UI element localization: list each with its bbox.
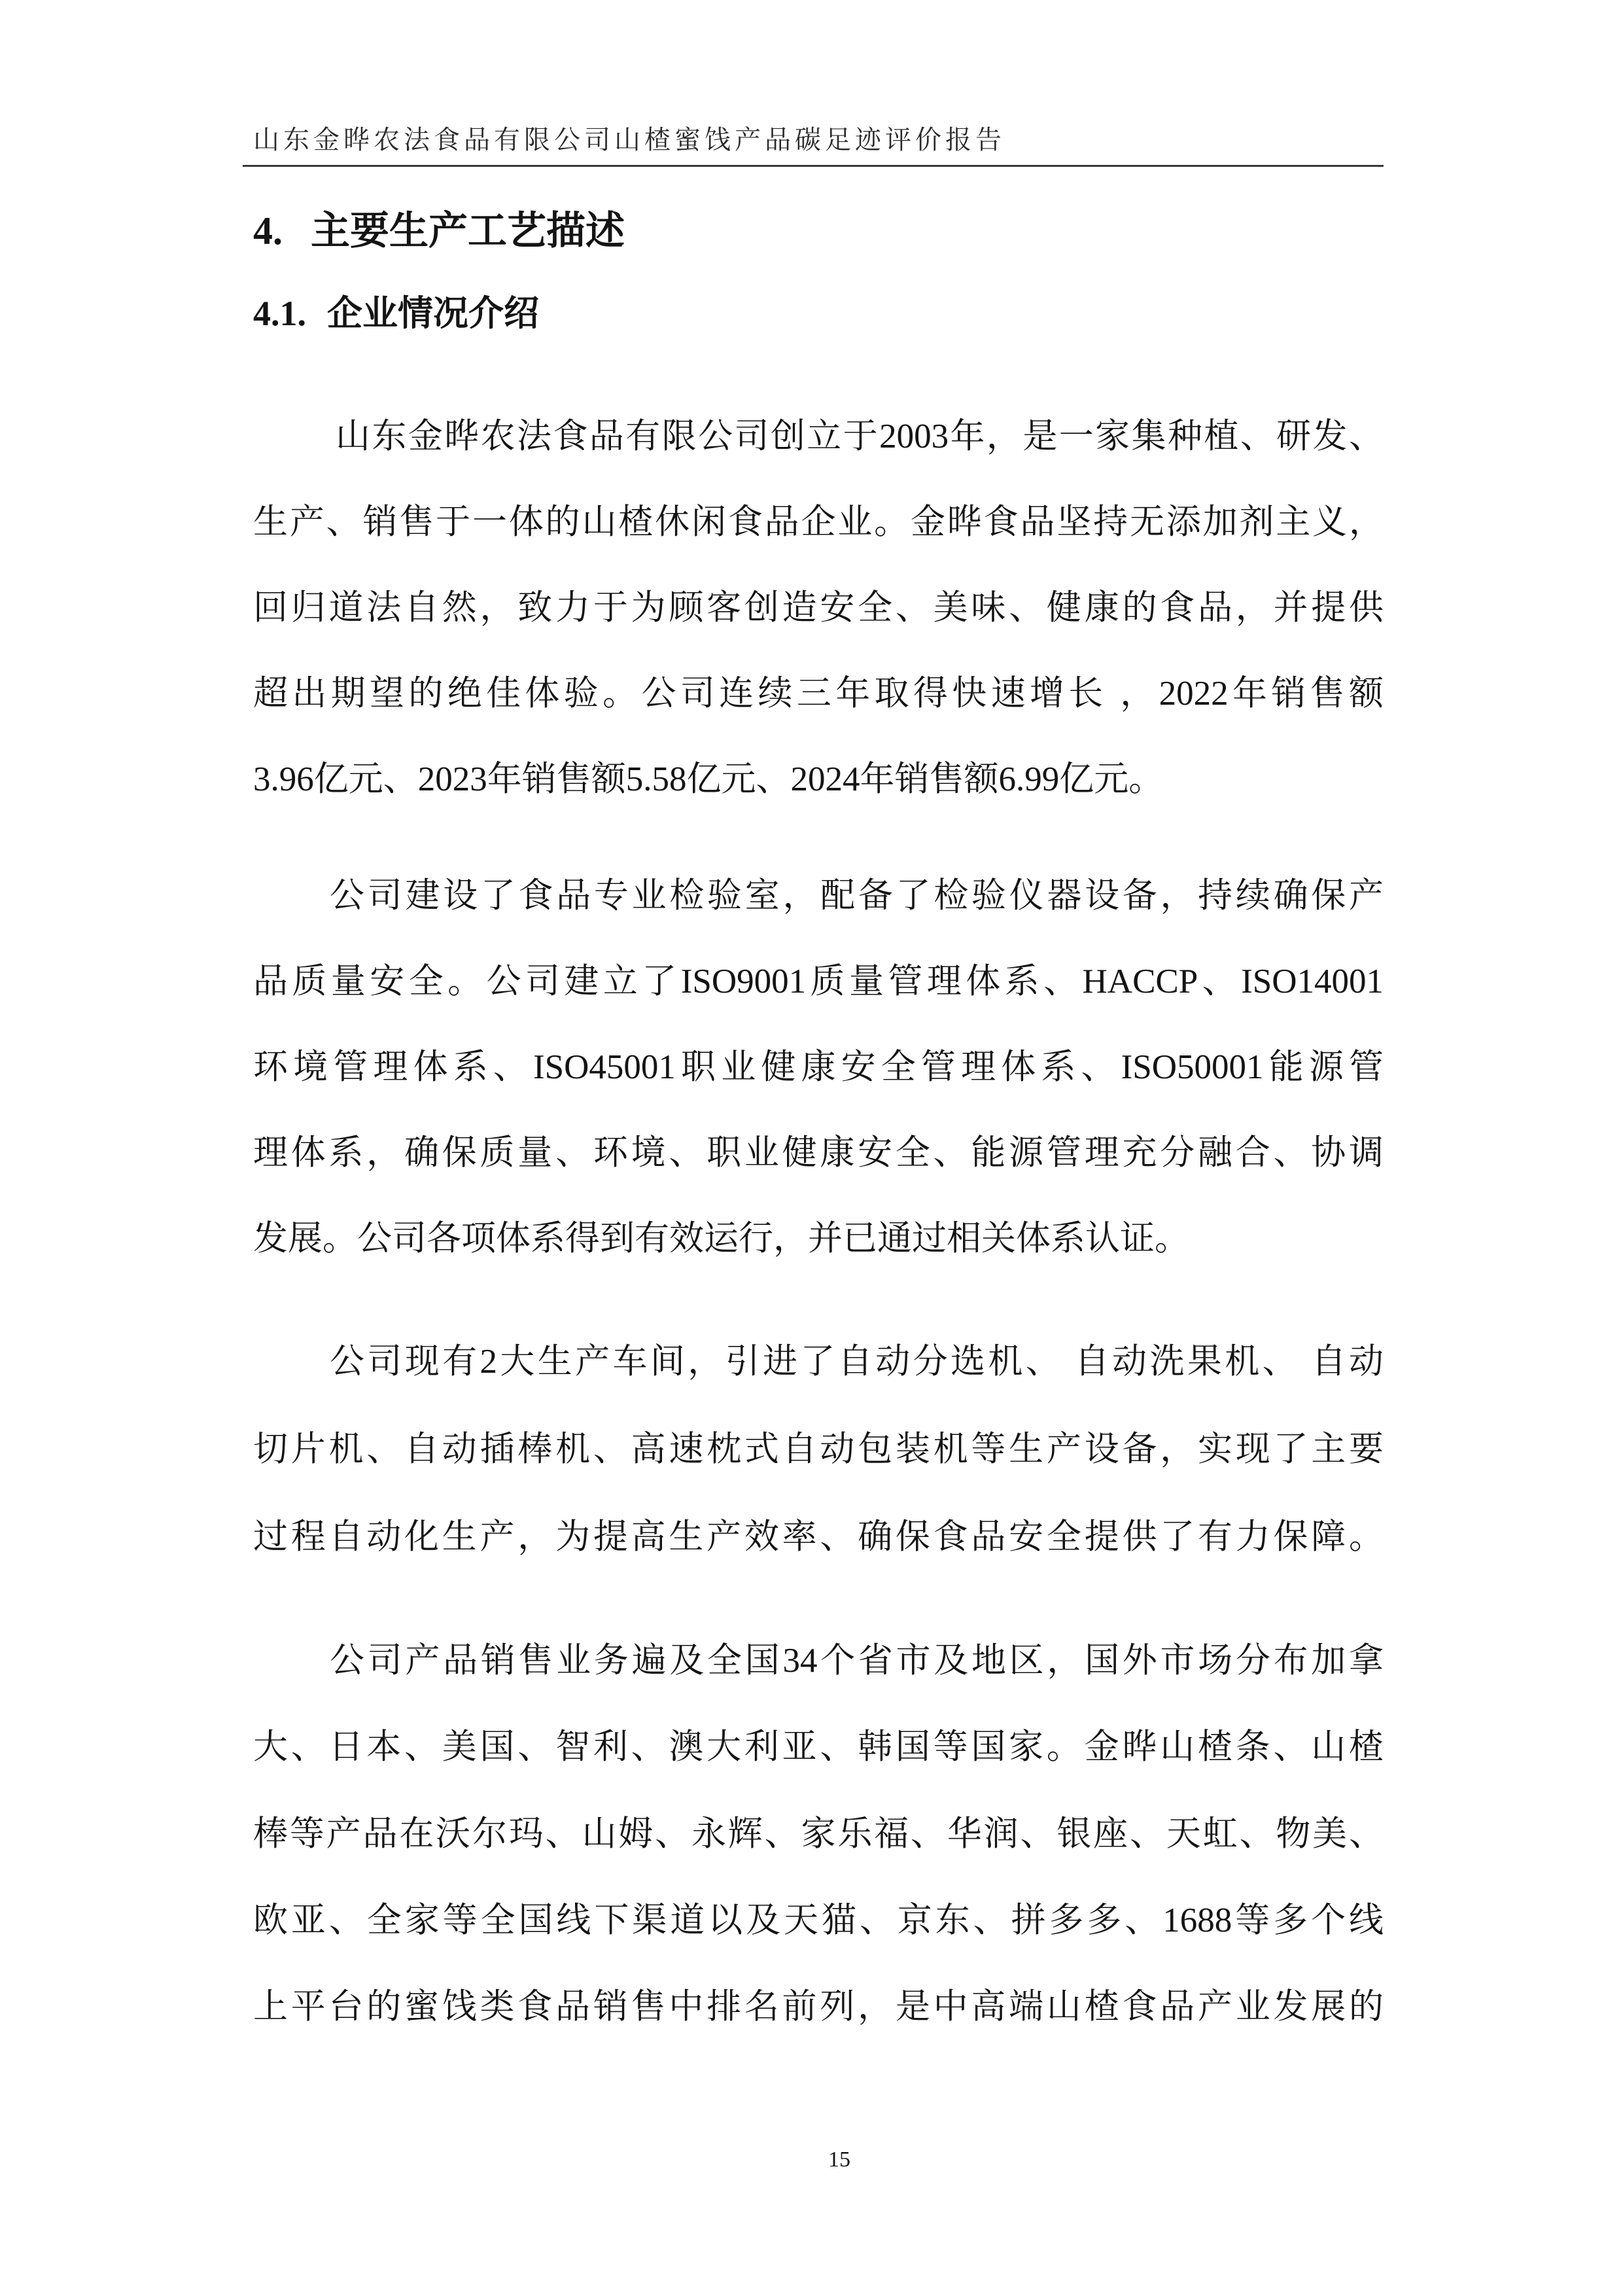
paragraph-line: 欧亚、全家等全国线下渠道以及天猫、京东、拼多多、1688等多个线 <box>253 1901 1384 1939</box>
paragraph-line: 理体系，确保质量、环境、职业健康安全、能源管理充分融合、协调 <box>253 1134 1384 1172</box>
paragraph-line: 3.96亿元、2023年销售额5.58亿元、2024年销售额6.99亿元。 <box>253 760 1164 798</box>
paragraph-line: 公司产品销售业务遍及全国34个省市及地区，国外市场分布加拿 <box>330 1642 1384 1680</box>
subsection-title: 企业情况介绍 <box>327 294 539 333</box>
paragraph-line: 发展。公司各项体系得到有效运行，并已通过相关体系认证。 <box>253 1220 1189 1258</box>
header-title: 山东金晔农法食品有限公司山楂蜜饯产品碳足迹评价报告 <box>253 125 1005 154</box>
paragraph-line: 环境管理体系、ISO45001职业健康安全管理体系、ISO50001能源管 <box>253 1048 1384 1086</box>
paragraph-line: 过程自动化生产，为提高生产效率、确保食品安全提供了有力保障。 <box>253 1518 1384 1556</box>
paragraph-line: 生产、销售于一体的山楂休闲食品企业。金晔食品坚持无添加剂主义， <box>253 503 1384 541</box>
paragraph-line: 棒等产品在沃尔玛、山姆、永辉、家乐福、华润、银座、天虹、物美、 <box>253 1814 1384 1853</box>
paragraph-line: 超出期望的绝佳体验。公司连续三年取得快速增长 ，2022年销售额 <box>253 675 1384 713</box>
paragraph-production-equipment <box>253 1318 1384 1581</box>
section-number: 4. <box>253 209 283 253</box>
paragraph-line: 上平台的蜜饯类食品销售中排名前列，是中高端山楂食品产业发展的 <box>253 1988 1384 2026</box>
paragraph-line: 大、日本、美国、智利、澳大利亚、韩国等国家。金晔山楂条、山楂 <box>253 1728 1384 1767</box>
subsection-heading <box>253 290 539 337</box>
header-rule <box>243 165 1384 167</box>
paragraph-line: 山东金晔农法食品有限公司创立于2003年，是一家集种植、研发、 <box>336 417 1384 455</box>
paragraph-company-overview <box>253 394 1384 822</box>
paragraph-sales-markets <box>253 1617 1384 2050</box>
paragraph-line: 公司现有2大生产车间，引进了自动分选机、 自动洗果机、 自动 <box>330 1343 1384 1381</box>
paragraph-line: 公司建设了食品专业检验室，配备了检验仪器设备，持续确保产 <box>330 877 1384 915</box>
paragraph-management-systems <box>253 853 1384 1282</box>
subsection-number: 4.1. <box>253 294 306 333</box>
paragraph-line: 回归道法自然，致力于为顾客创造安全、美味、健康的食品，并提供 <box>253 589 1384 627</box>
section-heading <box>253 205 625 257</box>
page-number: 15 <box>828 2147 850 2172</box>
paragraph-line: 切片机、自动插棒机、高速枕式自动包装机等生产设备，实现了主要 <box>253 1430 1384 1468</box>
paragraph-line: 品质量安全。公司建立了ISO9001质量管理体系、HACCP、ISO14001 <box>253 963 1384 1000</box>
section-title: 主要生产工艺描述 <box>311 209 625 253</box>
